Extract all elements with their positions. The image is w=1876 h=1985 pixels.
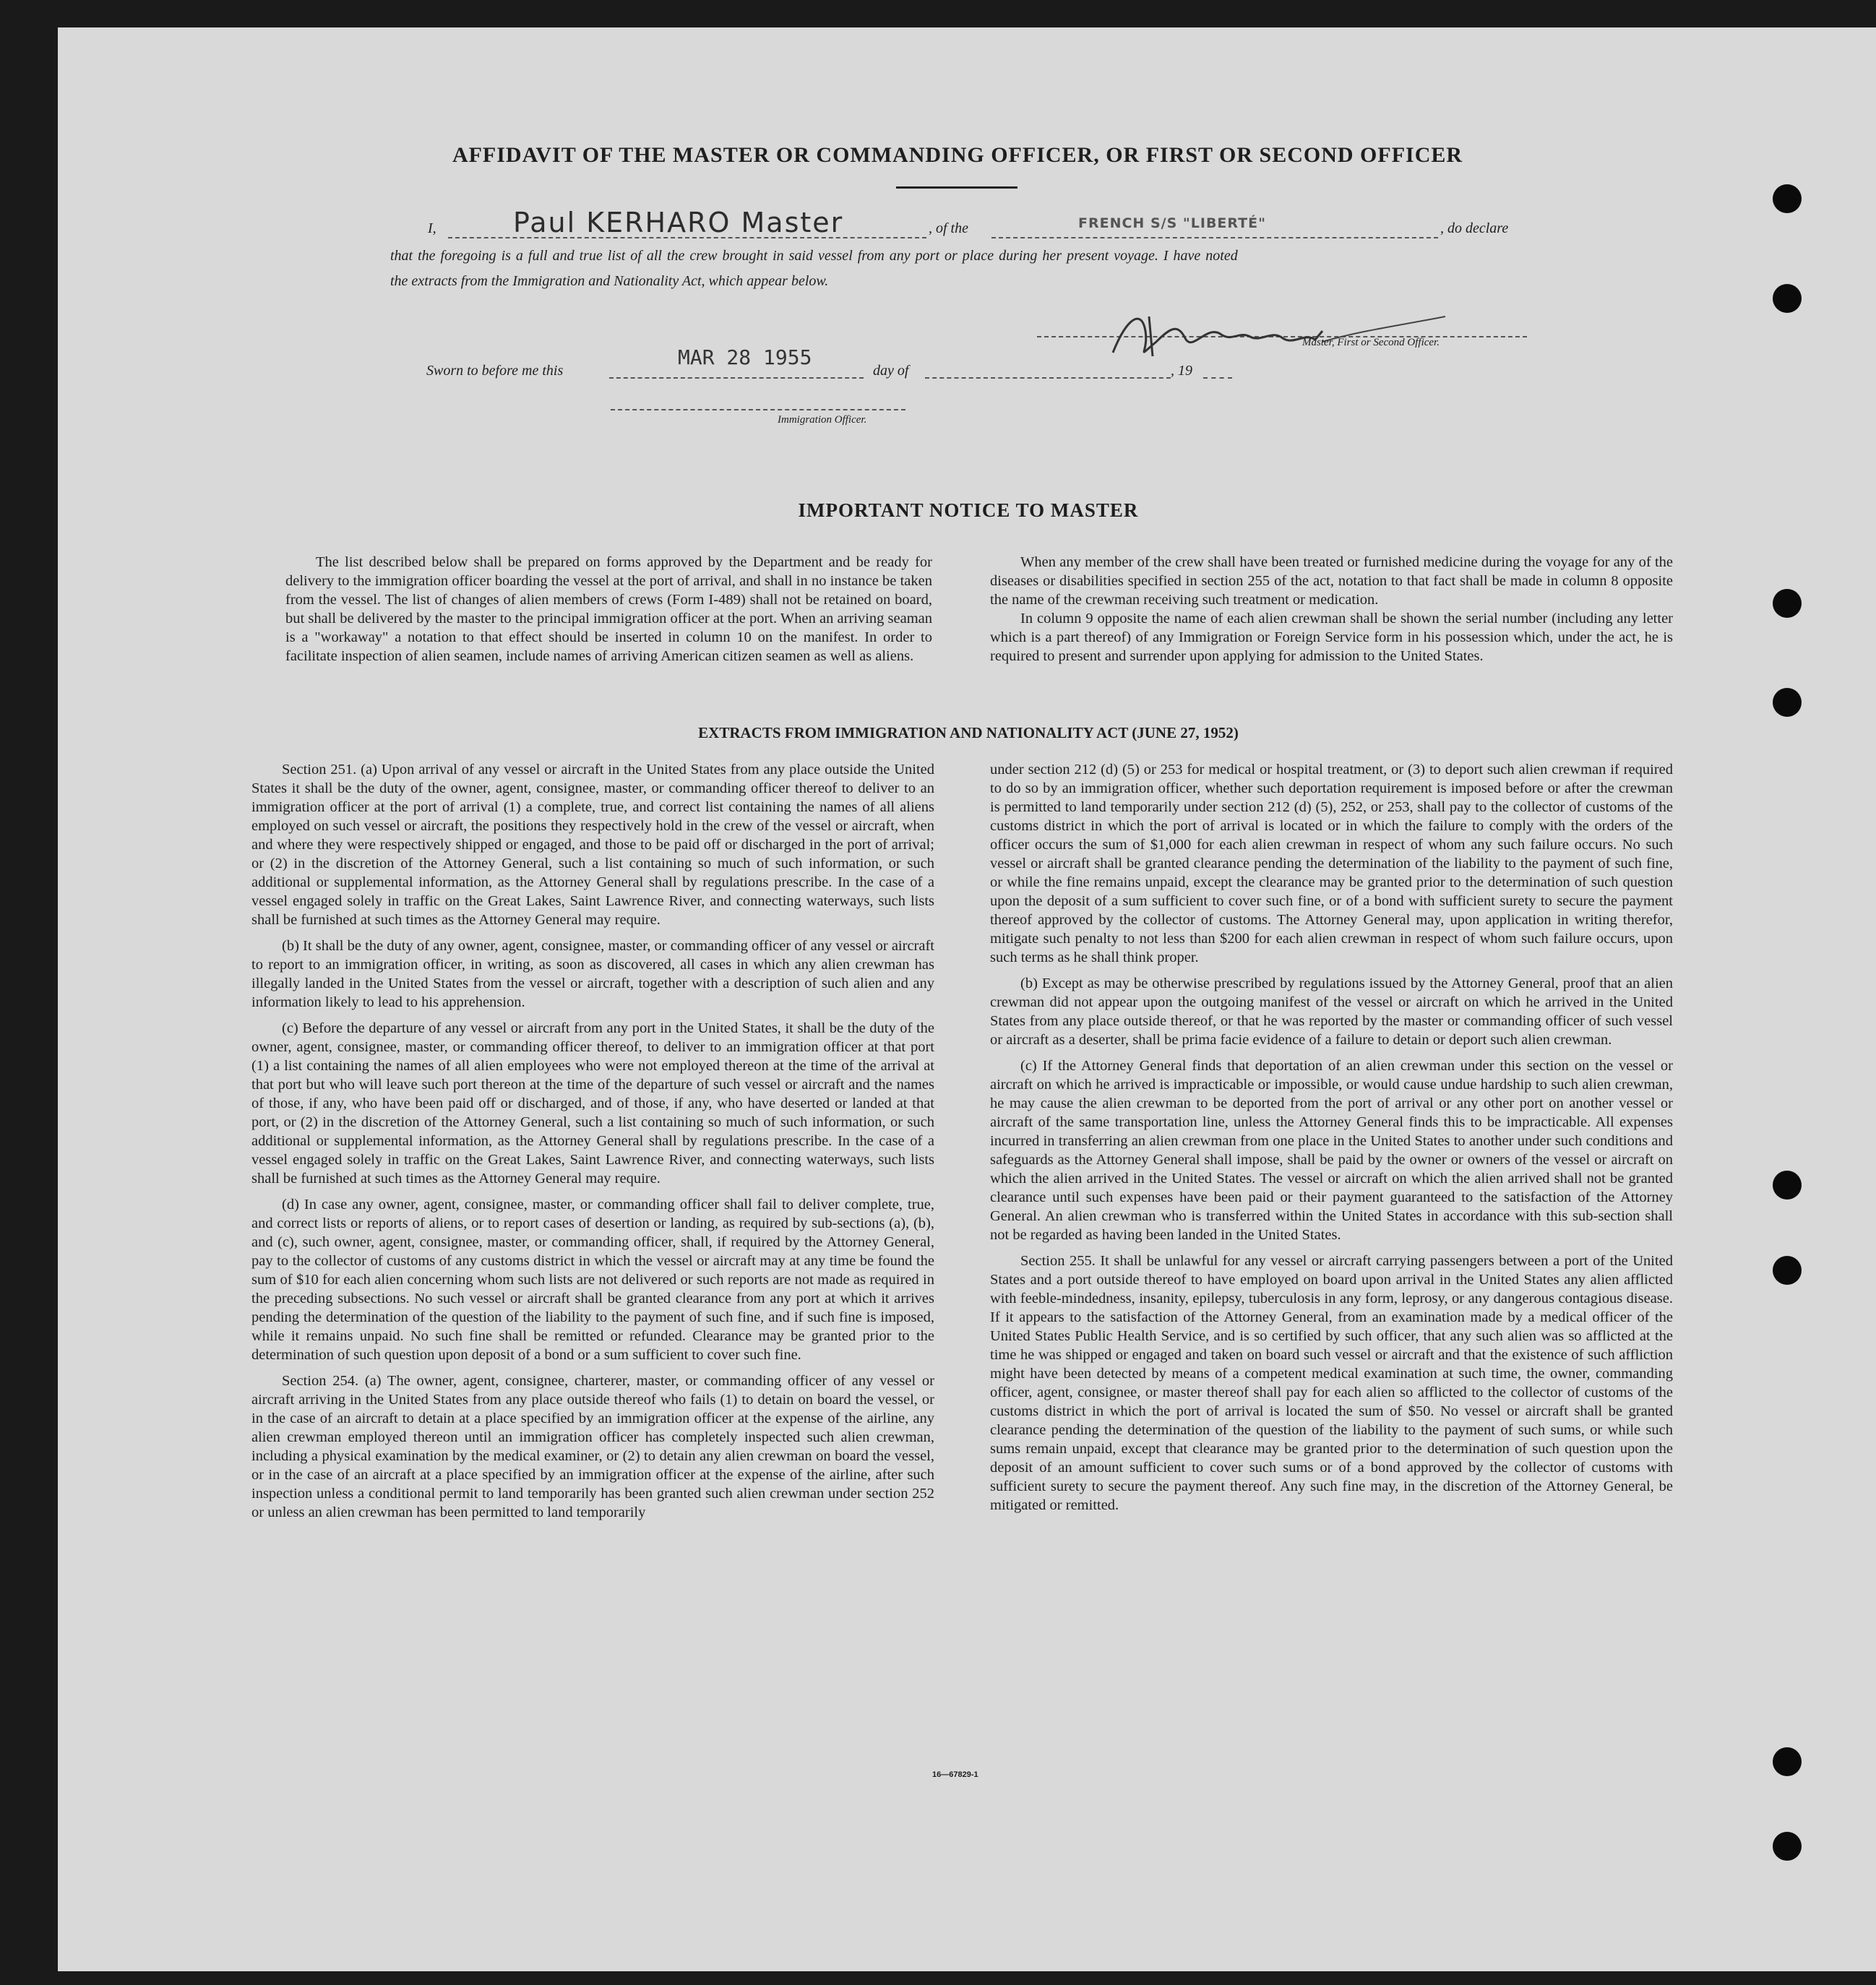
i-label: I, — [428, 220, 436, 236]
binder-hole — [1773, 589, 1802, 618]
notice-right-column — [990, 553, 1673, 673]
signature-caption: Master, First or Second Officer. — [1302, 337, 1440, 348]
sworn-date-stamp: MAR 28 1955 — [678, 345, 812, 369]
binder-hole — [1773, 1256, 1802, 1285]
extracts-right-column — [990, 760, 1673, 1522]
notice-left-text: The list described below shall be prepared on forms approved by the Department and be ready for delivery to the immigration officer boarding the vessel at the port of arrival, and shall in no instance be taken from the vessel. The list of changes of alien members of crews (Form I-489) shall not be retained on board, but shall be delivered by the master to the principal immigration officer at the port. When an arriving seaman is a "workaway" a notation to that effect should be inserted in column 10 on the manifest. In order to facilitate inspection of alien seamen, include names of arriving American citizen seamen as well as aliens. — [285, 554, 932, 664]
form-number: 16—67829-1 — [932, 1770, 978, 1779]
year-label: , 19 — [1171, 363, 1192, 379]
day-of-label: day of — [873, 363, 909, 379]
notice-left-column — [285, 553, 932, 673]
year-line — [1203, 377, 1232, 379]
binder-hole — [1773, 1747, 1802, 1776]
officer-signature-line — [611, 409, 905, 410]
do-declare-label: , do declare — [1440, 220, 1509, 236]
section-251-d: (d) In case any owner, agent, consignee, master, or commanding officer shall fail to deliver complete, true, and correct lists or reports of aliens, or to report cases of desertion or landing, as required by sub-sections (a), (b), and (c), such owner, agent, consignee, master, or commanding officer, shall, if required by the Attorney General, pay to the collector of customs of any customs district in which the vessel or aircraft may at any time be found the sum of $10 for each alien concerning whom such lists are not delivered or such reports are not made as required in the preceding subsections. No such vessel or aircraft shall be granted clearance from any port at which it arrives pending the determination of the question of the liability to the payment of such fine, and if such fine is imposed, while it remains unpaid. No such fine shall be remitted or refunded. Clearance may be granted prior to the determination of such question upon deposit of a bond or a sum sufficient to cover such fine. — [251, 1197, 934, 1363]
month-line — [925, 377, 1171, 379]
section-254-b: (b) Except as may be otherwise prescribed by regulations issued by the Attorney General, proof that an alien crewman did not appear upon the outgoing manifest of the vessel or aircraft on which he arrived in the United States from any place outside thereof, or that he was reported by the master or commanding officer of such vessel or aircraft as a deserter, shall be prima facie evidence of a failure to detain or deport such alien crewman. — [990, 976, 1673, 1048]
section-254-c: (c) If the Attorney General finds that deportation of an alien crewman under this section on the vessel or aircraft on which he arrived is impracticable or impossible, or would cause undue hardship to such alien crewman, he may cause the alien crewman to be deported from the port of arrival or any other port on another vessel or aircraft of the same transportation line, unless the Attorney General finds this to be impracticable. All expenses incurred in transferring an alien crewman from one place in the United States to another under such conditions and safeguards as the Attorney General shall impose, shall be paid by the owner or owners of the vessel or aircraft on which the alien arrived in the United States. The vessel or aircraft on which the alien arrived shall not be granted clearance until such expenses have been paid or their payment guaranteed to the satisfaction of the Attorney General. An alien crewman who is transferred within the United States in accordance with this sub-section shall not be regarded as having been landed in the United States. — [990, 1058, 1673, 1243]
section-255: Section 255. It shall be unlawful for any vessel or aircraft carrying passengers between a port of the United States and a port outside thereof to have employed on board upon arrival in the United States any alien afflicted with feeble-mindedness, insanity, epilepsy, tuberculosis in any form, leprosy, or any dangerous contagious disease. If it appears to the satisfaction of the Attorney General, from an examination made by a medical officer of the United States Public Health Service, and is so certified by such officer, that any such alien was so afflicted at the time he was shipped or engaged and taken on board such vessel or aircraft and that the existence of such affliction might have been detected by means of a competent medical examination at such time, the owner, commanding officer, agent, consignee, or master thereof shall pay for each alien so afflicted to the collector of customs of the customs district in which the port of arrival is located the sum of $50. No vessel or aircraft shall be granted clearance pending the determination of the question of the liability to the payment of such sums, or while such sums remain unpaid, except that clearance may be granted prior to the determination of such question upon the deposit of an amount sufficient to cover such sums or of a bond approved by the collector of customs with sufficient surety to secure the payment thereof. Any such fine may, in the discretion of the Attorney General, be mitigated or remitted. — [990, 1253, 1673, 1513]
notice-right-paragraph-2: In column 9 opposite the name of each alien crewman shall be shown the serial number (including any letter which is a part thereof) of any Immigration or Foreign Service form in his possession which, under the act, he is required to present and surrender upon applying for admission to the United States. — [990, 611, 1673, 664]
of-the-label: , of the — [929, 220, 968, 236]
title-rule — [896, 186, 1017, 189]
sworn-label: Sworn to before me this — [426, 363, 564, 379]
section-254-a: Section 254. (a) The owner, agent, consignee, charterer, master, or commanding officer of any vessel or aircraft arriving in the United States from any place outside thereof who fails (1) to detain on board the vessel, or in the case of an aircraft to detain at a place specified by an immigration officer at the expense of the airline, any alien crewman employed thereon until an immigration officer has completely inspected such alien crewman, including a physical examination by the medical examiner, or (2) to detain any alien crewman on board the vessel, or in the case of an aircraft at a place specified by an immigration officer at the expense of the airline, after such inspection unless a conditional permit to land temporarily has been granted such alien crewman under section 252 or unless an alien crewman has been permitted to land temporarily — [251, 1373, 934, 1520]
extracts-title: EXTRACTS FROM IMMIGRATION AND NATIONALITY ACT (JUNE 27, 1952) — [698, 724, 1239, 741]
notice-title: IMPORTANT NOTICE TO MASTER — [798, 499, 1139, 521]
binder-hole — [1773, 688, 1802, 717]
notice-right-paragraph-1: When any member of the crew shall have been treated or furnished medicine during the voyage for any of the diseases or disabilities specified in section 255 of the act, notation to that fact shall be made in column 8 opposite the name of the crewman receiving such treatment or medication. — [990, 554, 1673, 608]
vessel-name-typed: FRENCH S/S "LIBERTÉ" — [1078, 215, 1267, 231]
section-251-a: Section 251. (a) Upon arrival of any vessel or aircraft in the United States from any place outside the United States it shall be the duty of the owner, agent, consignee, master, or commanding officer thereof to deliver to an immigration officer at the port of arrival (1) a complete, true, and correct list containing the names of all aliens employed on such vessel or aircraft, the positions they respectively hold in the crew of the vessel or aircraft, when and where they were respectively shipped or engaged, and those to be paid off or discharged in the port of arrival; or (2) in the discretion of the Attorney General, such a list containing so much of such information, or such additional or supplemental information, as the Attorney General shall by regulations prescribe. In the case of a vessel engaged solely in traffic on the Great Lakes, Saint Lawrence River, and connecting waterways, such lists shall be furnished at such times as the Attorney General may require. — [251, 762, 934, 928]
binder-hole — [1773, 184, 1802, 213]
section-254-a-continued: under section 212 (d) (5) or 253 for medical or hospital treatment, or (3) to deport such alien crewman if required to do so by an immigration officer, whether such deportation requirement is imposed before or after the crewman is permitted to land temporarily under section 212 (d) (5), 252, or 253, shall pay to the collector of customs of the customs district in which the port of arrival is located or in which the failure to comply with the orders of the officer occurs the sum of $1,000 for each alien crewman in respect of whom any such failure occurs. No such vessel or aircraft shall be granted clearance pending the determination of the liability to the payment of such fine, or while the fine remains unpaid, except the clearance may be granted prior to the determination of such question upon the deposit of a sum sufficient to cover such fine, or of a bond with sufficient surety to secure the payment thereof approved by the collector of customs. The Attorney General may, upon application in writing therefor, mitigate such penalty to not less than $200 for each alien crewman in respect of whom such failure occurs, upon such terms as he shall think proper. — [990, 762, 1673, 965]
officer-caption: Immigration Officer. — [778, 414, 867, 426]
sworn-day-line — [609, 377, 864, 379]
declaration-line-1: that the foregoing is a full and true list of all the crew brought in said vessel from any port or place during her present voyage. I have noted — [390, 248, 1238, 264]
declaration-line-2: the extracts from the Immigration and Nationality Act, which appear below. — [390, 273, 829, 289]
signature-image — [1106, 302, 1453, 367]
affidavit-title: AFFIDAVIT OF THE MASTER OR COMMANDING OFFICER, OR FIRST OR SECOND OFFICER — [452, 143, 1463, 167]
master-name-handwritten: Paul KERHARO Master — [513, 207, 844, 238]
extracts-left-column — [251, 760, 934, 1529]
section-251-c: (c) Before the departure of any vessel or aircraft from any port in the United States, it shall be the duty of the owner, agent, consignee, master, or commanding officer thereof, to deliver to an immigration officer at that port (1) a list containing the names of all alien employees who were not employed thereon at the time of the arrival at that port but who will leave such port thereon at the time of the departure of such vessel or aircraft and the names of those, if any, who have been paid off or discharged, and of those, if any, who have deserted or landed at that port, or (2) in the discretion of the Attorney General, such a list containing so much of such information, or such additional or supplemental information, as the Attorney General shall by regulations prescribe. In the case of a vessel engaged solely in traffic on the Great Lakes, Saint Lawrence River, and connecting waterways, such lists shall be furnished at such times as the Attorney General may require. — [251, 1020, 934, 1187]
binder-hole — [1773, 284, 1802, 313]
section-251-b: (b) It shall be the duty of any owner, agent, consignee, master, or commanding officer of any vessel or aircraft to report to an immigration officer, in writing, as soon as discovered, all cases in which any alien crewman has illegally landed in the United States from the vessel or aircraft, together with a description of such alien and any information likely to lead to his apprehension. — [251, 938, 934, 1010]
binder-hole — [1773, 1832, 1802, 1861]
vessel-name-line — [991, 237, 1438, 238]
binder-hole — [1773, 1171, 1802, 1200]
